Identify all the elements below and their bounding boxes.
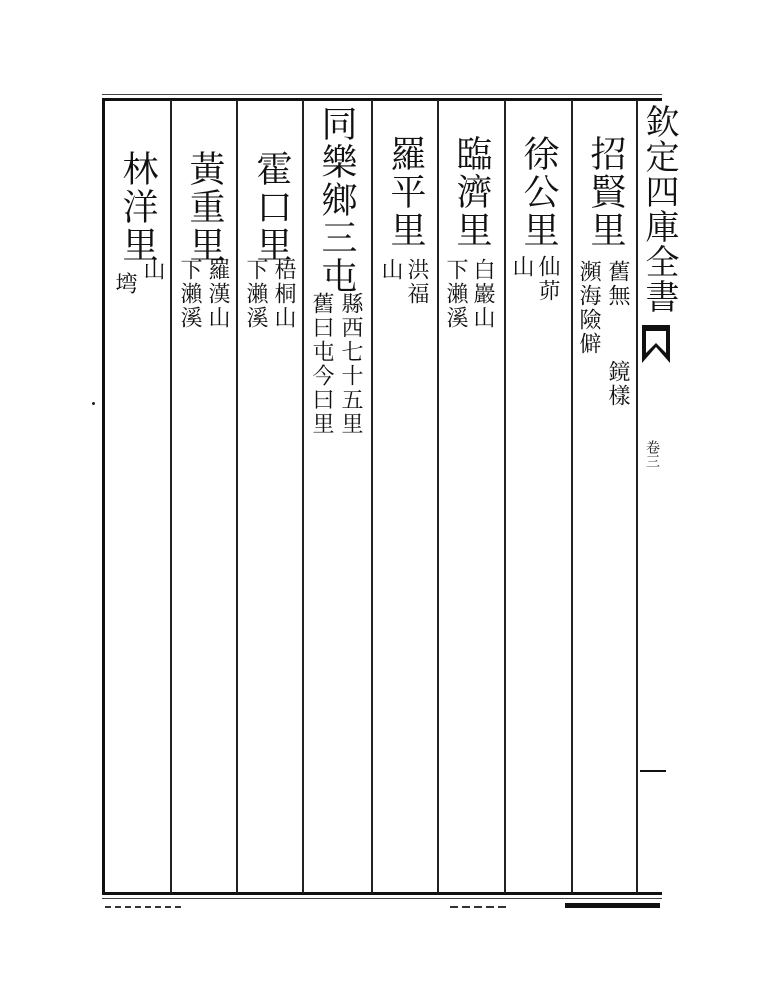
bottom-ornament-bar [565, 903, 660, 908]
top-border-thin [102, 94, 662, 95]
entry-title: 同樂鄉三屯 [316, 105, 357, 295]
entry-title: 羅平里 [385, 135, 426, 249]
entry-note: 舊無 [605, 260, 630, 308]
entry-title: 黃重里 [184, 150, 225, 264]
margin-tick [640, 770, 666, 772]
entry-note: 下瀨溪 [243, 258, 268, 330]
volume-label: 卷三 [644, 440, 660, 468]
left-border [102, 98, 105, 895]
entry-note: 下瀨溪 [443, 258, 468, 330]
entry-note: 洪福 [404, 258, 429, 306]
entry-note: 山 [140, 258, 165, 282]
entry-note: 瀕海險僻 [576, 260, 601, 356]
column-divider [236, 100, 238, 893]
entry-note: 塆 [112, 272, 137, 296]
entry-note: 山 [509, 255, 534, 279]
bottom-border [102, 892, 662, 895]
column-divider [170, 100, 172, 893]
column-divider [371, 100, 373, 893]
column-divider [571, 100, 573, 893]
entry-note: 鏡樣 [605, 360, 630, 408]
column-divider [504, 100, 506, 893]
bottom-ornament [450, 906, 510, 908]
bottom-border-thin [102, 898, 662, 899]
entry-note: 下瀨溪 [177, 258, 202, 330]
entry-title: 霍口里 [251, 150, 292, 264]
entry-note: 縣西七十五里 [338, 292, 363, 436]
entry-note: 仙茆 [535, 255, 560, 303]
column-divider [437, 100, 439, 893]
column-divider [302, 100, 304, 893]
top-border [102, 98, 662, 101]
entry-note: 舊曰屯今曰里 [309, 292, 334, 436]
ink-speck [92, 402, 95, 405]
entry-title: 招賢里 [585, 135, 626, 249]
entry-note: 白巖山 [470, 258, 495, 330]
bottom-ornament [105, 906, 185, 908]
entry-title: 徐公里 [518, 135, 559, 249]
entry-note: 梧桐山 [271, 258, 296, 330]
entry-note: 羅漢山 [205, 258, 230, 330]
entry-title: 臨濟里 [451, 135, 492, 249]
book-title: 欽定四庫全書 [639, 104, 679, 314]
margin-divider [636, 100, 638, 893]
entry-title: 林洋里 [117, 150, 158, 264]
entry-note: 山 [378, 258, 403, 282]
fishtail-mark-icon [642, 325, 670, 363]
